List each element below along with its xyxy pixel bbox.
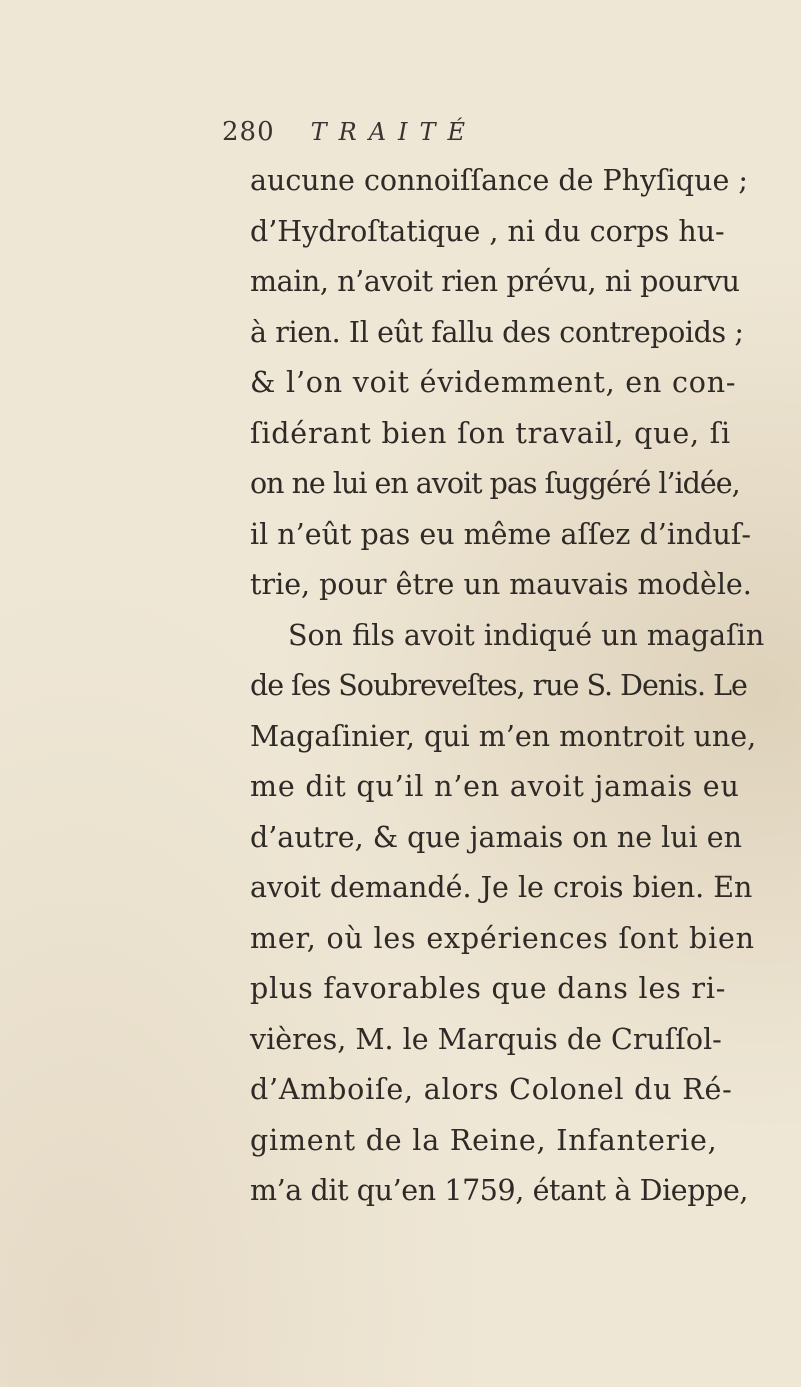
- text-line: avoit demandé. Je le crois bien. En: [250, 871, 753, 904]
- body-text: [250, 156, 801, 1217]
- text-line: Magaſinier, qui m’en montroit une,: [250, 719, 757, 753]
- text-line: giment de la Reine, Infanterie,: [250, 1123, 718, 1157]
- text-line: mer, où les expériences ſont bien: [250, 921, 755, 955]
- text-line: & l’on voit évidemment, en con-: [250, 366, 737, 399]
- page-header: [222, 117, 477, 151]
- running-title: TRAITÉ: [310, 118, 478, 146]
- text-line: Son fils avoit indiqué un magaſin: [288, 618, 765, 652]
- text-line: d’Hydroſtatique , ni du corps hu-: [250, 214, 725, 248]
- text-line: on ne lui en avoit pas ſuggéré l’idée,: [250, 467, 740, 500]
- page-number: 280: [222, 117, 275, 147]
- text-line: d’Amboiſe, alors Colonel du Ré-: [250, 1073, 733, 1106]
- text-line: main, n’avoit rien prévu, ni pourvu: [250, 265, 740, 298]
- text-line: d’autre, & que jamais on ne lui en: [250, 820, 743, 854]
- text-line: aucune connoiſſance de Phyſique ;: [250, 164, 748, 197]
- text-line: il n’eût pas eu même aſſez d’induſ-: [250, 517, 752, 551]
- text-line: ſidérant bien ſon travail, que, ſi: [250, 416, 731, 450]
- text-line: vières, M. le Marquis de Cruſſol-: [250, 1022, 722, 1056]
- text-line: à rien. Il eût fallu des contrepoids ;: [250, 315, 744, 349]
- text-line: plus favorables que dans les ri-: [250, 972, 727, 1005]
- text-line: me dit qu’il n’en avoit jamais eu: [250, 770, 740, 803]
- text-line: de ſes Soubreveſtes, rue S. Denis. Le: [250, 669, 747, 702]
- text-line: m’a dit qu’en 1759, étant à Dieppe,: [250, 1174, 749, 1207]
- text-line: trie, pour être un mauvais modèle.: [250, 568, 752, 601]
